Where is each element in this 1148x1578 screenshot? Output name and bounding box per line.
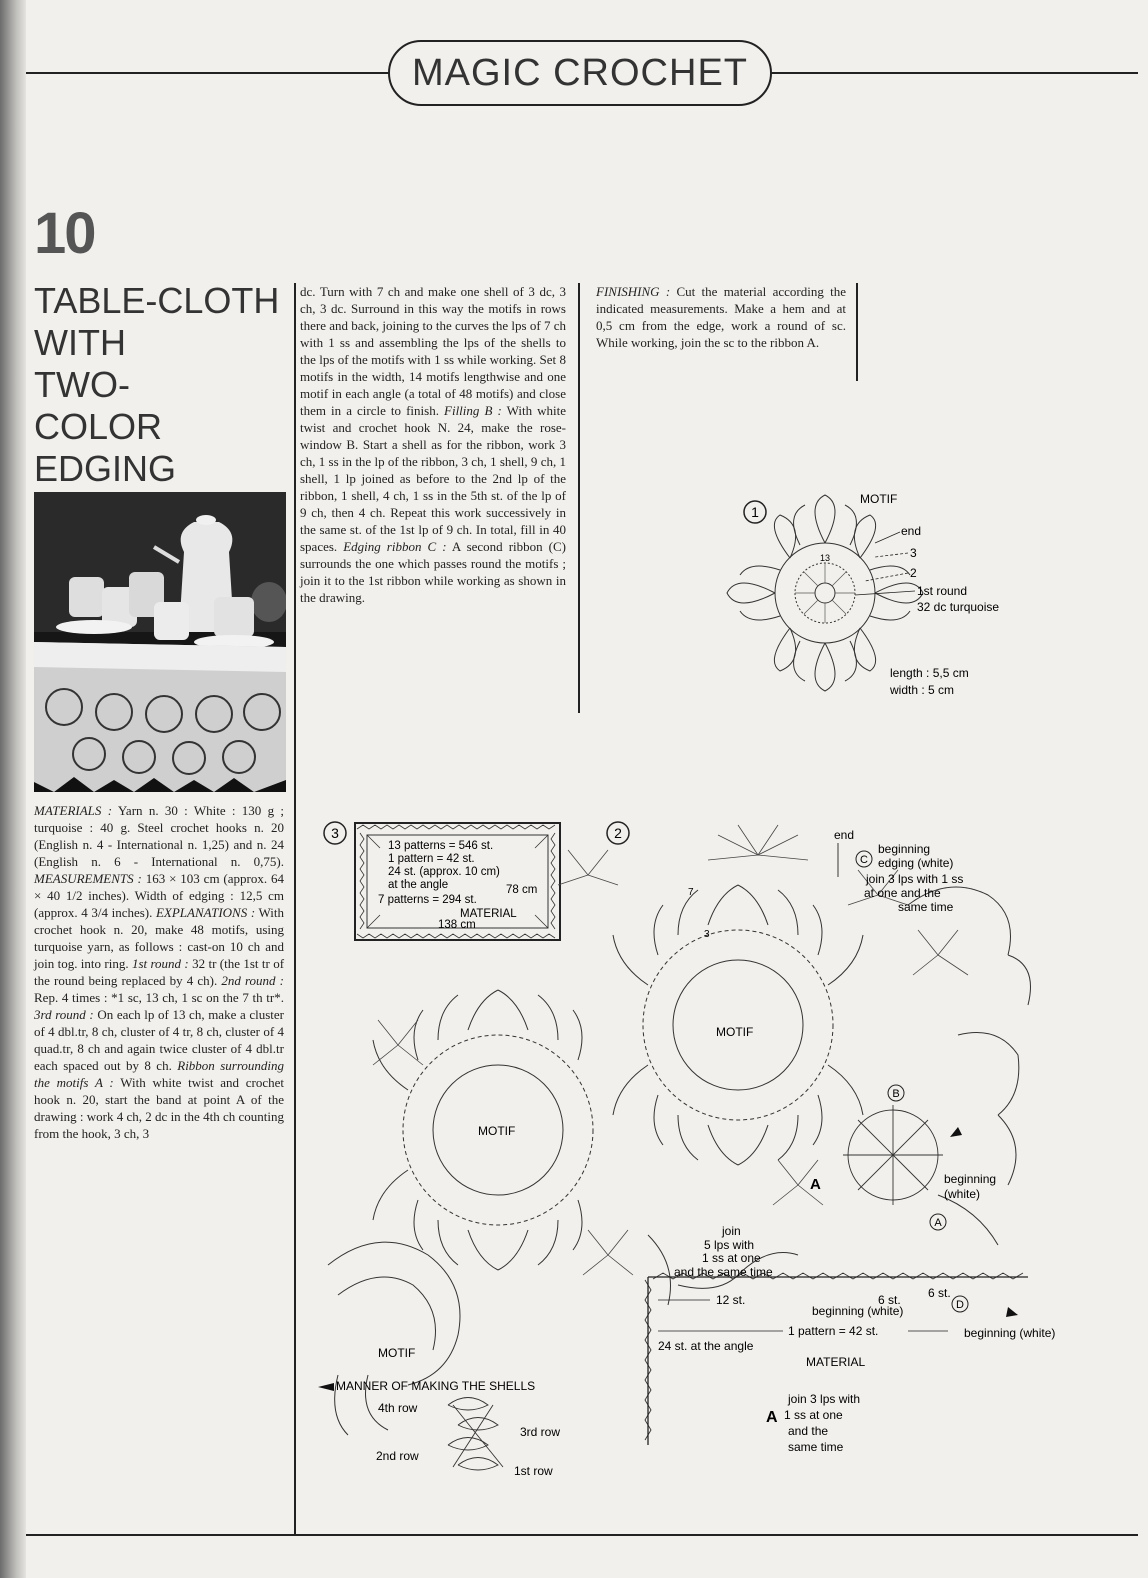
round1-text: 32 tr (the 1st tr of the round being replaced by 4 ch). [34,956,285,988]
magazine-title: MAGIC CROCHET [388,40,772,106]
explanations-label: EXPLANATIONS : [155,905,256,920]
chart-join5-line3: 1 ss at one [702,1251,761,1265]
chart-motif-label-1: MOTIF [716,1025,754,1039]
edging-label: Edging ribbon C : [343,539,447,554]
chart-b-label: B [892,1088,900,1100]
materials-label: MATERIALS : [34,803,113,818]
title-line-3: TWO- [34,364,130,405]
motif-round2-label: 2 [910,566,917,580]
chart-shells-title: MANNER OF MAKING THE SHELLS [336,1379,536,1393]
chart-beginning-white-3: beginning (white) [812,1304,904,1318]
title-line-1: TABLE-CLOTH [34,280,280,321]
motif-round3-label: 3 [910,546,917,560]
article-title [34,280,294,490]
motif-diagram-title: MOTIF [860,492,898,506]
footer-rule [26,1534,1138,1536]
title-line-2: WITH [34,322,126,363]
plan-material-label: MATERIAL [460,908,517,920]
chart-row-3: 3rd row [520,1425,561,1439]
chart-motif-label-2: MOTIF [478,1124,516,1138]
plan-line-3: 24 st. (approx. 10 cm) [388,866,500,878]
column-divider-3 [856,283,858,381]
chart-join3-line3: same time [898,900,954,914]
chart-num-7: 7 [688,887,694,898]
materials-text: Yarn n. 30 : White : 130 g ; turquoise : 40 g. Steel crochet hooks n. 20 (English n. 4 - International n. 1,25) and n. 24 (English n. 6 - International n. 0,75). [34,803,284,869]
round2-text: Rep. 4 times : *1 sc, 13 ch, 1 sc on the 7 th tr*. [34,990,284,1005]
chart-d-label: D [956,1299,964,1311]
chart-join5-line4: and the same time [674,1265,773,1279]
column-1-text [34,802,284,1142]
chart-a-circle: A [934,1217,942,1229]
plan-line-1: 13 patterns = 546 st. [388,840,494,852]
measurements-label: MEASUREMENTS : [34,871,142,886]
chart-edging-white: edging (white) [878,856,954,870]
chart-join3-line2: at one and the [864,886,941,900]
round1-label: 1st round : [131,956,189,971]
plan-bottom-measure: 138 cm [438,919,476,931]
chart-num-3: 3 [704,929,710,940]
chart-c-label: C [860,854,868,866]
chart-beginning-white-4: beginning (white) [964,1326,1056,1340]
chart-end-label: end [834,828,855,842]
chart-join5-line1: join [722,1224,741,1238]
plan-line-4: at the angle [388,879,449,891]
chart-row-2: 2nd row [376,1449,419,1463]
chart-motif-label-3: MOTIF [378,1346,416,1360]
chart-pattern-42: 1 pattern = 42 st. [788,1324,879,1338]
motif-round1-detail: 32 dc turquoise [917,600,1000,614]
motif-length: length : 5,5 cm [890,666,969,680]
chart-row-1: 1st row [514,1464,553,1478]
chart-row-4: 4th row [378,1401,418,1415]
chart-6st-b: 6 st. [928,1286,951,1300]
column-divider-2 [578,283,580,713]
motif-round1-label: 1st round [917,584,968,598]
column-3-text [596,283,846,351]
chart-24st-angle: 24 st. at the angle [658,1339,754,1353]
edging-chart-diagram [318,815,1078,1495]
column-divider-1 [294,283,296,1535]
plan-line-5: 7 patterns = 294 st. [378,894,477,906]
round3-label: 3rd round : [34,1007,94,1022]
ribbon-text: With white twist and crochet hook n. 20, start the band at point A of the drawing : work 4 ch, 2 dc in the 4th ch counting from the hook, 3 ch, 3 [34,1075,284,1141]
chart-a-letter: A [810,1176,821,1193]
finishing-label: FINISHING : [596,284,671,299]
chart-12st: 12 st. [716,1293,746,1307]
plan-side-measure: 78 cm [506,884,538,896]
chart-diagram-number: 2 [614,825,622,841]
chart-joinA-line3: and the [788,1424,829,1438]
article-number: 10 [34,201,95,266]
motif-diagram [725,485,1055,705]
plan-line-2: 1 pattern = 42 st. [388,853,475,865]
chart-join5-line2: 5 lps with [704,1238,755,1252]
explanations-text: With crochet hook n. 20, make 48 motifs, using turquoise yarn, as follows : cast-on 10 ch and join tog. into ring. [34,905,284,971]
chart-joinA-line4: same time [788,1440,844,1454]
measurements-text: 163 × 103 cm (approx. 64 × 40 1/2 inches). Width of edging : 12,5 cm (approx. 4 3/4 inches). [34,871,284,920]
col2-text-a: dc. Turn with 7 ch and make one shell of 3 dc, 3 ch, 3 dc. Surround in this way the motifs in rows there and back, joining to the curves the lps of 7 ch with 1 ss and assembling the lps of the shells to the lps of the motifs with 1 ss while working. Set 8 motifs in the width, 14 motifs lengthwise and one motif in each angle (a total of 48 motifs) and close them in a circle to finish. [300,284,566,418]
col2-text-b: With white twist and crochet hook N. 24, make the rose-window B. Start a shell as for the ribbon, work 3 ch, 1 ss in the lp of the ribbon, 3 ch, 1 shell, 9 ch, 1 shell, 1 lp joined as before to the 2nd lp of the ribbon, 1 shell, 4 ch, 1 ss in the 5th st. of the lp of 9 ch, then 4 ch. Repeat this work successively in the same st. of the 1st lp of 9 ch. In total, fill in 40 spaces. [300,403,566,554]
plan-diagram-number: 3 [331,825,339,841]
filling-label: Filling B : [444,403,502,418]
motif-diagram-number: 1 [751,504,759,520]
title-line-5: EDGING [34,448,177,489]
col2-text-c: A second ribbon (C) surrounds the one which passes round the motifs ; join it to the 1st ribbon while working as shown in the drawing. [300,539,566,605]
chart-beginning-white-1: beginning [944,1172,997,1186]
tablecloth-photo [34,492,286,792]
motif-width: width : 5 cm [890,683,955,697]
column-2-text [300,283,566,606]
round3-text: On each lp of 13 ch, make a cluster of 4 dbl.tr, 8 ch, cluster of 4 tr, 8 ch, cluster of 4 quad.tr, 8 ch and again twice cluster of 4 dbl.tr each spaced out by 8 ch. [34,1007,284,1073]
chart-joinA-line2: 1 ss at one [784,1408,843,1422]
chart-beginning-edging: beginning [878,842,931,856]
chart-beginning-white-2: (white) [944,1187,981,1201]
motif-center-label: 13 [820,553,831,563]
chart-joinA-line1: join 3 lps with [788,1392,861,1406]
title-line-4: COLOR [34,406,163,447]
finishing-text: Cut the material according the indicated measurements. Make a hem and at 0,5 cm from the edge, work a round of sc. While working, join the sc to the ribbon A. [596,284,846,350]
motif-end-label: end [901,524,922,538]
ribbon-label: Ribbon surrounding the motifs A : [34,1058,285,1090]
chart-material: MATERIAL [806,1355,866,1369]
chart-6st-a: 6 st. [878,1293,901,1307]
chart-join3-line1: join 3 lps with 1 ss [866,872,964,886]
page-binding [0,0,26,1578]
round2-label: 2nd round : [221,973,284,988]
chart-joinA-letter: A [766,1409,778,1426]
